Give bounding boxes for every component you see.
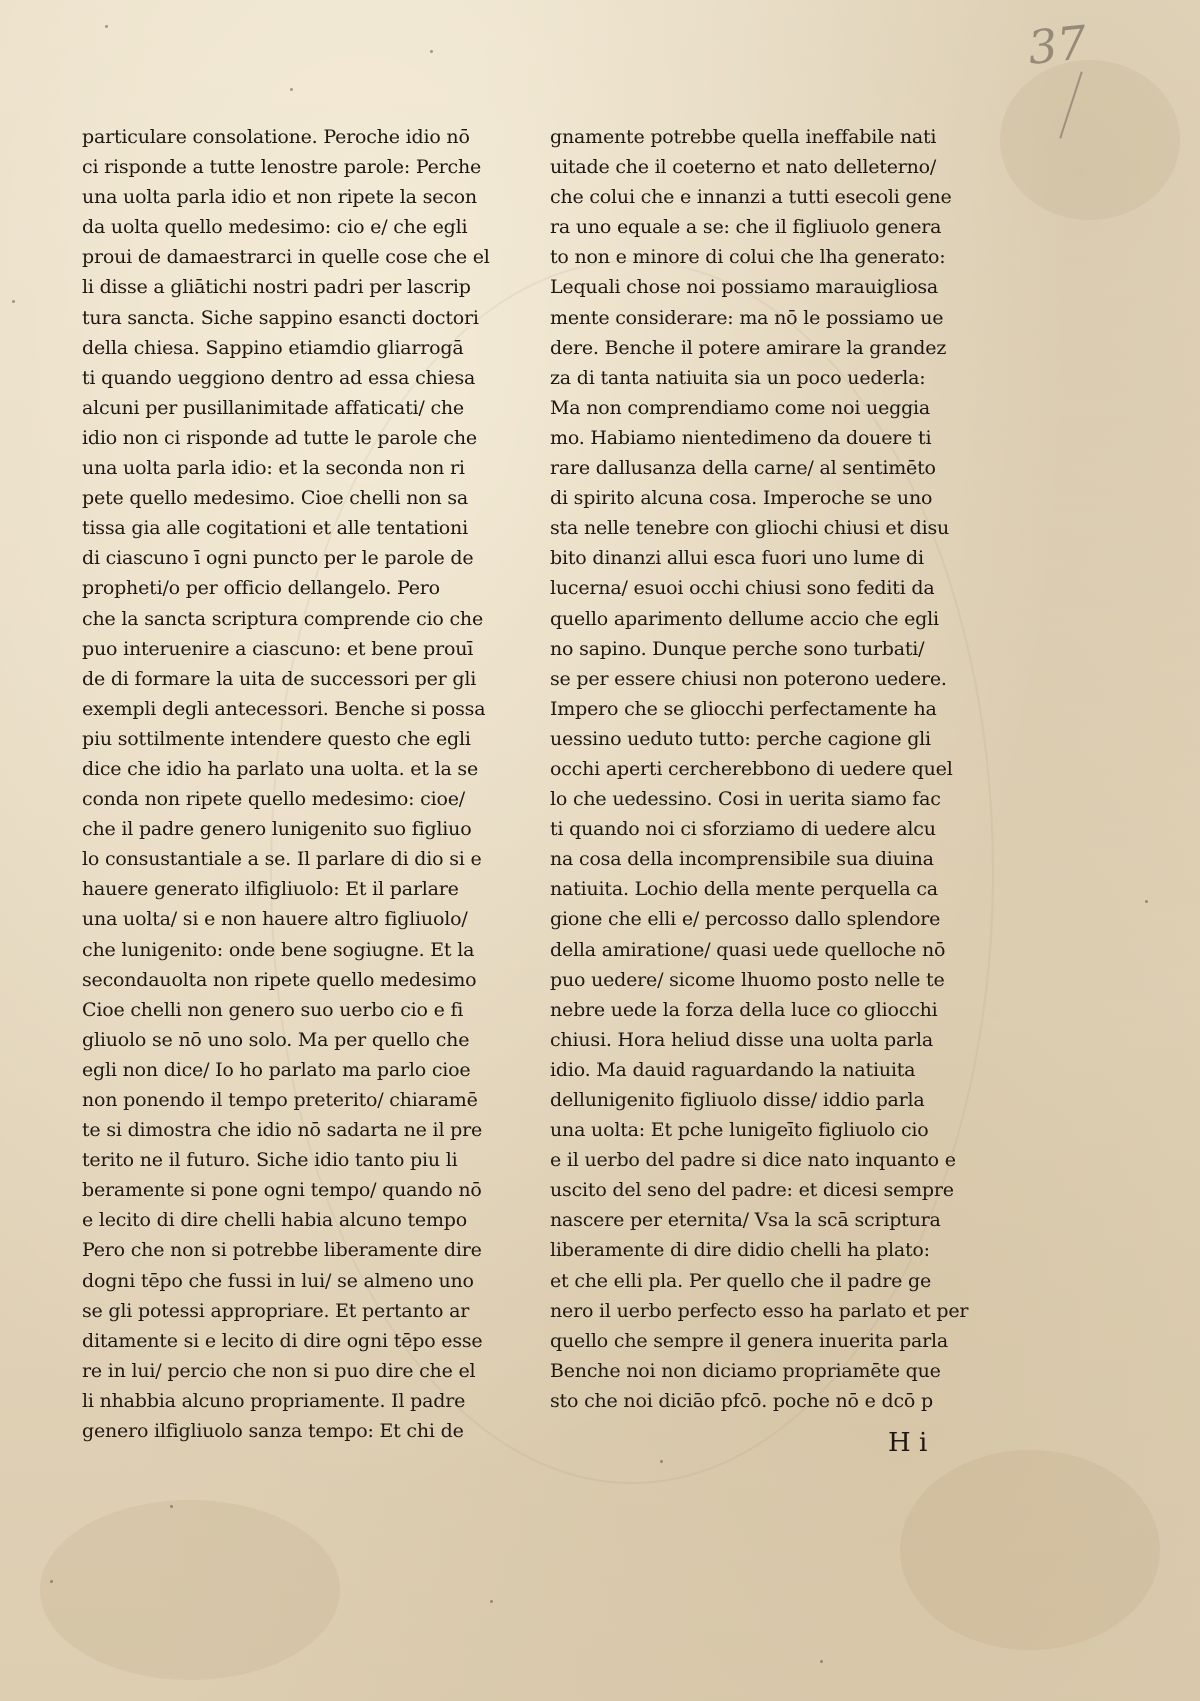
text-line: dellunigenito figliuolo disse/ iddio parla bbox=[550, 1089, 925, 1111]
paper-speck bbox=[490, 1600, 493, 1603]
text-line: che colui che e innanzi a tutti esecoli gene bbox=[550, 186, 952, 209]
text-line: idio. Ma dauid raguardando la natiuita bbox=[550, 1058, 916, 1081]
text-line: alcuni per pusillanimitade affaticati/ che bbox=[82, 396, 464, 419]
text-line: nascere per eternita/ Vsa la scā scriptura bbox=[550, 1209, 941, 1232]
folio-number: 37 bbox=[1025, 15, 1090, 75]
paper-speck bbox=[290, 88, 293, 91]
text-line: uessino ueduto tutto: perche cagione gli bbox=[550, 727, 931, 750]
text-line: che il padre genero lunigenito suo figliuo bbox=[82, 818, 472, 841]
text-line: uscito del seno del padre: et dicesi sempre bbox=[550, 1179, 954, 1202]
text-line: re in lui/ percio che non si puo dire che el bbox=[82, 1359, 476, 1382]
text-line: de di formare la uita de successori per gli bbox=[82, 667, 477, 690]
text-line: egli non dice/ Io ho parlato ma parlo cioe bbox=[82, 1058, 471, 1081]
paper-stain bbox=[40, 1500, 340, 1680]
text-line: bito dinanzi allui esca fuori uno lume di bbox=[550, 547, 924, 570]
text-line: nero il uerbo perfecto esso ha parlato et per bbox=[550, 1299, 969, 1322]
text-line: liberamente di dire didio chelli ha plato: bbox=[550, 1239, 930, 1262]
paper-speck bbox=[12, 300, 15, 303]
text-line: non ponendo il tempo preterito/ chiaramē bbox=[82, 1089, 478, 1111]
text-line: dogni tēpo che fussi in lui/ se almeno uno bbox=[82, 1269, 474, 1292]
signature-mark: H i bbox=[888, 1428, 928, 1458]
text-line: occhi aperti cercherebbono di uedere quel bbox=[550, 757, 953, 780]
text-line: mo. Habiamo nientedimeno da douere ti bbox=[550, 426, 932, 449]
text-line: ti quando noi ci sforziamo di uedere alcu bbox=[550, 818, 936, 841]
text-line: Cioe chelli non genero suo uerbo cio e fi bbox=[82, 998, 464, 1021]
text-line: della chiesa. Sappino etiamdio gliarrogā bbox=[82, 336, 464, 359]
text-line: no sapino. Dunque perche sono turbati/ bbox=[550, 637, 925, 660]
text-line: Ma non comprendiamo come noi ueggia bbox=[550, 396, 931, 419]
text-line: quello che sempre il genera inuerita parla bbox=[550, 1329, 949, 1352]
text-line: gnamente potrebbe quella ineffabile nati bbox=[550, 126, 937, 148]
text-line: della amiratione/ quasi uede quelloche nō bbox=[550, 938, 946, 961]
left-text-column bbox=[82, 122, 502, 1446]
paper-stain bbox=[1000, 60, 1180, 220]
text-line: gliuolo se nō uno solo. Ma per quello che bbox=[82, 1028, 470, 1051]
text-line: puo uedere/ sicome lhuomo posto nelle te bbox=[550, 968, 945, 991]
text-line: ra uno equale a se: che il figliuolo genera bbox=[550, 216, 942, 239]
text-line: terito ne il futuro. Siche idio tanto piu li bbox=[82, 1149, 458, 1172]
text-line: lucerna/ esuoi occhi chiusi sono fediti da bbox=[550, 577, 935, 600]
text-line: lo che uedessino. Cosi in uerita siamo fac bbox=[550, 788, 941, 811]
text-line: se per essere chiusi non poterono uedere. bbox=[550, 667, 947, 690]
paper-speck bbox=[50, 1580, 53, 1583]
text-line: tissa gia alle cogitationi et alle tentationi bbox=[82, 517, 468, 540]
paper-speck bbox=[105, 25, 108, 28]
text-line: za di tanta natiuita sia un poco uederla: bbox=[550, 366, 926, 389]
text-line: propheti/o per officio dellangelo. Pero bbox=[82, 577, 440, 600]
text-line: gione che elli e/ percosso dallo splendore bbox=[550, 908, 941, 931]
text-line: ditamente si e lecito di dire ogni tēpo esse bbox=[82, 1329, 483, 1352]
text-line: te si dimostra che idio nō sadarta ne il pre bbox=[82, 1119, 483, 1142]
text-line: li disse a gliātichi nostri padri per lascrip bbox=[82, 276, 471, 299]
text-line: una uolta: Et pche lunigeīto figliuolo cio bbox=[550, 1119, 929, 1142]
text-line: nebre uede la forza della luce co gliocchi bbox=[550, 998, 938, 1021]
paper-speck bbox=[1145, 900, 1148, 903]
paper-speck bbox=[820, 1660, 823, 1663]
text-line: tura sancta. Siche sappino esancti doctori bbox=[82, 306, 479, 329]
text-line: li nhabbia alcuno propriamente. Il padre bbox=[82, 1389, 466, 1412]
text-line: et che elli pla. Per quello che il padre ge bbox=[550, 1269, 931, 1292]
text-line: e il uerbo del padre si dice nato inquanto e bbox=[550, 1149, 956, 1172]
text-line: quello aparimento dellume accio che egli bbox=[550, 607, 939, 630]
text-line: se gli potessi appropriare. Et pertanto ar bbox=[82, 1299, 470, 1322]
text-line: dere. Benche il potere amirare la grandez bbox=[550, 336, 947, 359]
text-line: una uolta/ si e non hauere altro figliuolo/ bbox=[82, 908, 468, 931]
text-line: dice che idio ha parlato una uolta. et la se bbox=[82, 757, 479, 780]
text-line: secondauolta non ripete quello medesimo bbox=[82, 968, 477, 991]
text-line: Benche noi non diciamo propriamēte que bbox=[550, 1359, 941, 1382]
text-line: uitade che il coeterno et nato delleterno/ bbox=[550, 156, 937, 179]
text-line: mente considerare: ma nō le possiamo ue bbox=[550, 306, 944, 329]
text-line: una uolta parla idio et non ripete la secon bbox=[82, 186, 477, 209]
text-line: beramente si pone ogni tempo/ quando nō bbox=[82, 1179, 482, 1202]
right-text-column bbox=[550, 122, 970, 1416]
text-line: lo consustantiale a se. Il parlare di dio si e bbox=[82, 848, 482, 871]
text-line: puo interuenire a ciascuno: et bene prouī bbox=[82, 637, 474, 660]
text-line: hauere generato ilfigliuolo: Et il parlare bbox=[82, 878, 459, 901]
paper-speck bbox=[170, 1505, 173, 1508]
text-line: di ciascuno ī ogni puncto per le parole de bbox=[82, 547, 474, 570]
text-line: na cosa della incomprensibile sua diuina bbox=[550, 848, 934, 871]
text-line: natiuita. Lochio della mente perquella ca bbox=[550, 878, 938, 901]
paper-speck bbox=[430, 50, 433, 53]
paper-stain bbox=[900, 1450, 1160, 1650]
text-line: chiusi. Hora heliud disse una uolta parla bbox=[550, 1028, 934, 1051]
text-line: genero ilfigliuolo sanza tempo: Et chi de bbox=[82, 1420, 464, 1443]
text-line: conda non ripete quello medesimo: cioe/ bbox=[82, 788, 465, 811]
text-line: proui de damaestrarci in quelle cose che el bbox=[82, 246, 490, 269]
paper-speck bbox=[660, 1460, 663, 1463]
text-line: sta nelle tenebre con gliochi chiusi et disu bbox=[550, 517, 950, 540]
text-line: di spirito alcuna cosa. Imperoche se uno bbox=[550, 487, 933, 510]
text-line: che lunigenito: onde bene sogiugne. Et la bbox=[82, 938, 475, 961]
text-line: idio non ci risponde ad tutte le parole che bbox=[82, 426, 477, 449]
text-line: rare dallusanza della carne/ al sentimēto bbox=[550, 457, 936, 480]
text-line: sto che noi diciāo pfcō. poche nō e dcō p bbox=[550, 1389, 933, 1412]
text-line: pete quello medesimo. Cioe chelli non sa bbox=[82, 487, 469, 510]
text-line: piu sottilmente intendere questo che egli bbox=[82, 727, 471, 750]
text-line: Impero che se gliocchi perfectamente ha bbox=[550, 697, 937, 720]
text-line: una uolta parla idio: et la seconda non ri bbox=[82, 457, 465, 480]
text-line: ti quando ueggiono dentro ad essa chiesa bbox=[82, 366, 476, 389]
text-line: ci risponde a tutte lenostre parole: Perche bbox=[82, 156, 482, 179]
text-line: particulare consolatione. Peroche idio nō bbox=[82, 126, 470, 148]
text-line: che la sancta scriptura comprende cio che bbox=[82, 607, 483, 630]
text-line: e lecito di dire chelli habia alcuno tempo bbox=[82, 1209, 467, 1232]
text-line: to non e minore di colui che lha generato: bbox=[550, 246, 946, 269]
text-line: Pero che non si potrebbe liberamente dire bbox=[82, 1239, 482, 1262]
text-line: exempli degli antecessori. Benche si possa bbox=[82, 697, 486, 720]
text-line: da uolta quello medesimo: cio e/ che egli bbox=[82, 216, 468, 239]
text-line: Lequali chose noi possiamo marauigliosa bbox=[550, 276, 939, 299]
